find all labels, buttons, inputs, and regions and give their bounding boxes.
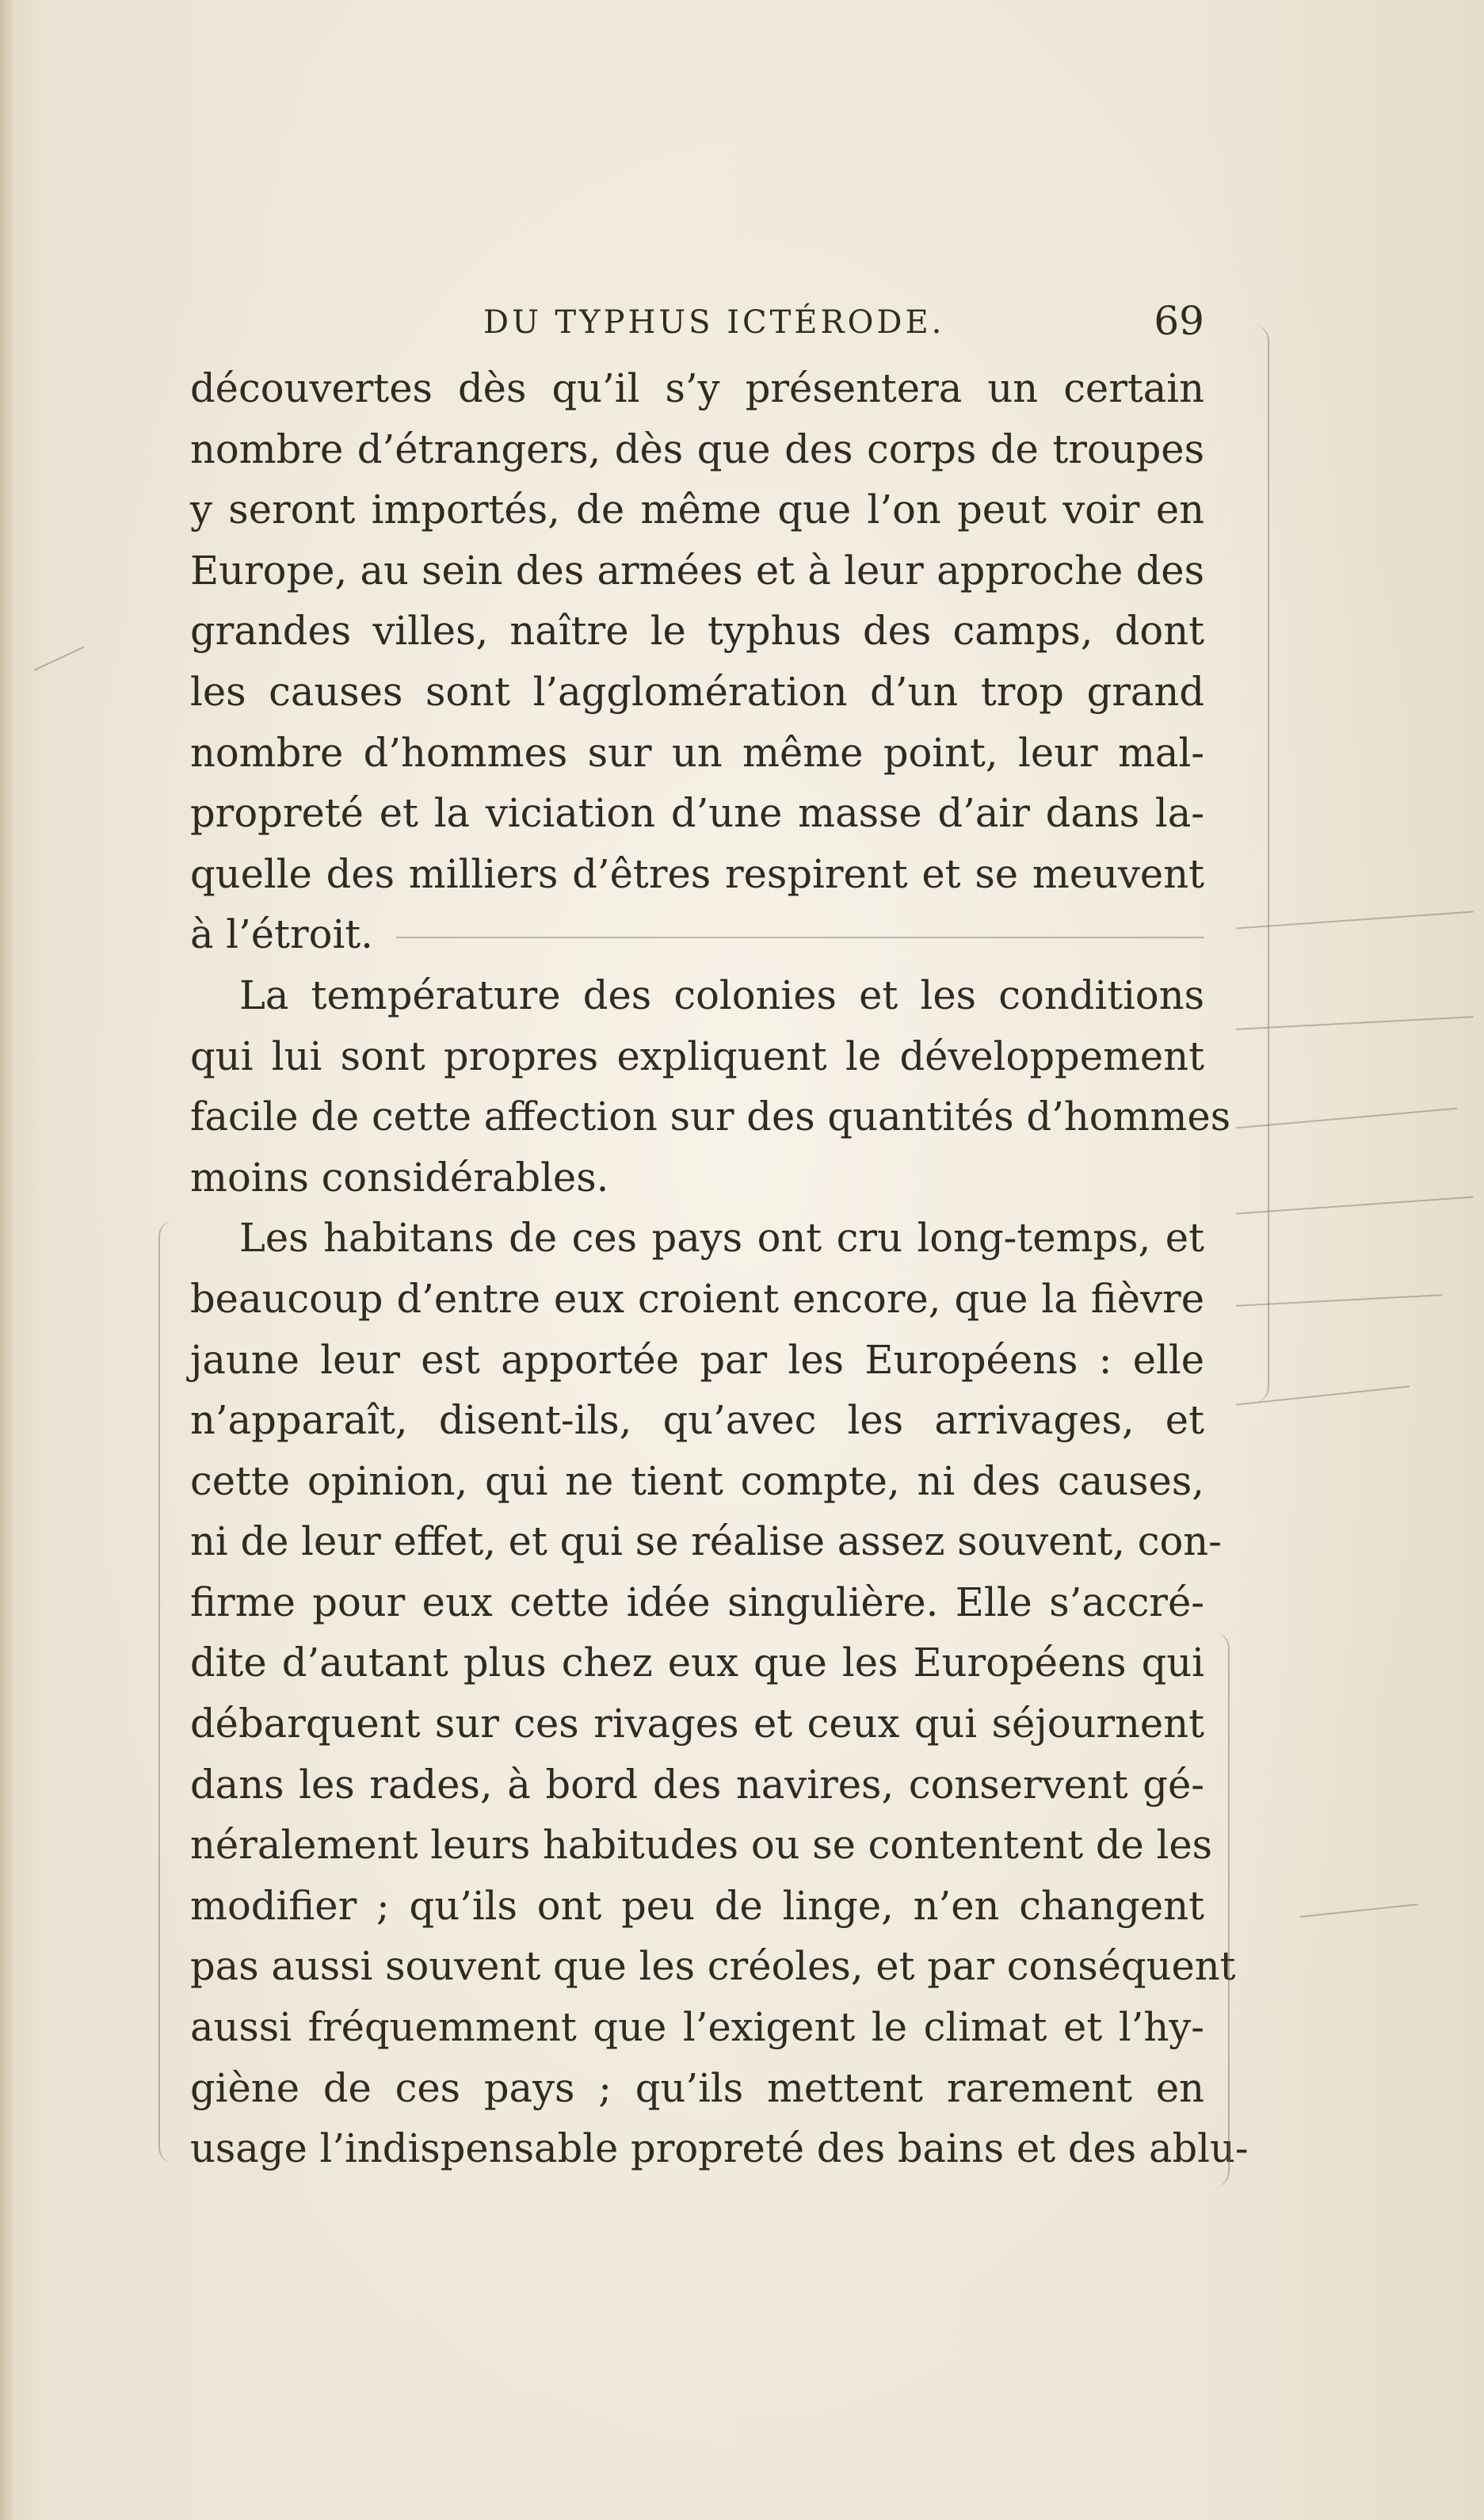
text-line: grandes villes, naître le typhus des camps, dont [190, 608, 1204, 655]
text-line: moins considérables. [190, 1154, 609, 1201]
margin-stroke [33, 646, 85, 672]
margin-stroke [1299, 1903, 1418, 1919]
margin-stroke [1236, 911, 1474, 931]
margin-stroke [1236, 1016, 1474, 1032]
text-line: modifier ; qu’ils ont peu de linge, n’en changent [190, 1882, 1204, 1929]
page-header [190, 295, 1204, 342]
text-line: firme pour eux cette idée singulière. Elle s’accré- [190, 1579, 1204, 1625]
page-number: 69 [1154, 298, 1204, 344]
text-line: dite d’autant plus chez eux que les Européens qui [190, 1640, 1204, 1686]
text-line: La température des colonies et les conditions [239, 972, 1204, 1018]
text-line: cette opinion, qui ne tient compte, ni des causes, [190, 1457, 1204, 1504]
margin-stroke [1236, 1197, 1474, 1216]
text-line: à l’étroit. [190, 911, 373, 958]
text-line: aussi fréquemment que l’exigent le climat et l’hy- [190, 2004, 1204, 2051]
text-line: qui lui sont propres expliquent le développement [190, 1033, 1204, 1079]
text-line: usage l’indispensable propreté des bains et des ablu- [190, 2125, 1249, 2172]
underline-stroke [396, 937, 1204, 940]
text-line: propreté et la viciation d’une masse d’air dans la- [190, 790, 1204, 837]
margin-stroke [1236, 1108, 1457, 1130]
text-line: jaune leur est apportée par les Européens : elle [190, 1336, 1204, 1383]
text-line: beaucoup d’entre eux croient encore, que la fièvre [190, 1275, 1204, 1322]
margin-bracket [1188, 1632, 1230, 2187]
text-line: débarquent sur ces rivages et ceux qui séjournent [190, 1701, 1204, 1747]
text-line: y seront importés, de même que l’on peut voir en [190, 487, 1204, 533]
running-head: DU TYPHUS ICTÉRODE. [483, 304, 945, 341]
text-line: découvertes dès qu’il s’y présentera un certain [190, 365, 1204, 411]
text-line: Europe, au sein des armées et à leur approche des [190, 547, 1204, 594]
text-line: nombre d’étrangers, dès que des corps de troupes [190, 426, 1204, 472]
text-line: les causes sont l’agglomération d’un trop grand [190, 668, 1204, 715]
gutter-shadow [0, 0, 14, 2520]
text-line: nombre d’hommes sur un même point, leur mal- [190, 729, 1204, 776]
body-text [190, 358, 1249, 2179]
text-line: pas aussi souvent que les créoles, et par conséquent [190, 1943, 1236, 1990]
text-line: néralement leurs habitudes ou se contentent de les [190, 1822, 1213, 1869]
text-line: facile de cette affection sur des quantités d’hommes [190, 1094, 1231, 1140]
text-line: ni de leur effet, et qui se réalise assez souvent, con- [190, 1518, 1222, 1565]
text-line: n’apparaît, disent-ils, qu’avec les arrivages, et [190, 1397, 1204, 1444]
margin-bracket [158, 1220, 192, 2163]
text-line: Les habitans de ces pays ont cru long-temps, et [239, 1215, 1204, 1262]
text-line: dans les rades, à bord des navires, conservent gé- [190, 1761, 1204, 1808]
margin-bracket [1236, 325, 1269, 1403]
text-line: quelle des milliers d’êtres respirent et se meuvent [190, 850, 1204, 897]
text-line: giène de ces pays ; qu’ils mettent rarement en [190, 2064, 1204, 2111]
